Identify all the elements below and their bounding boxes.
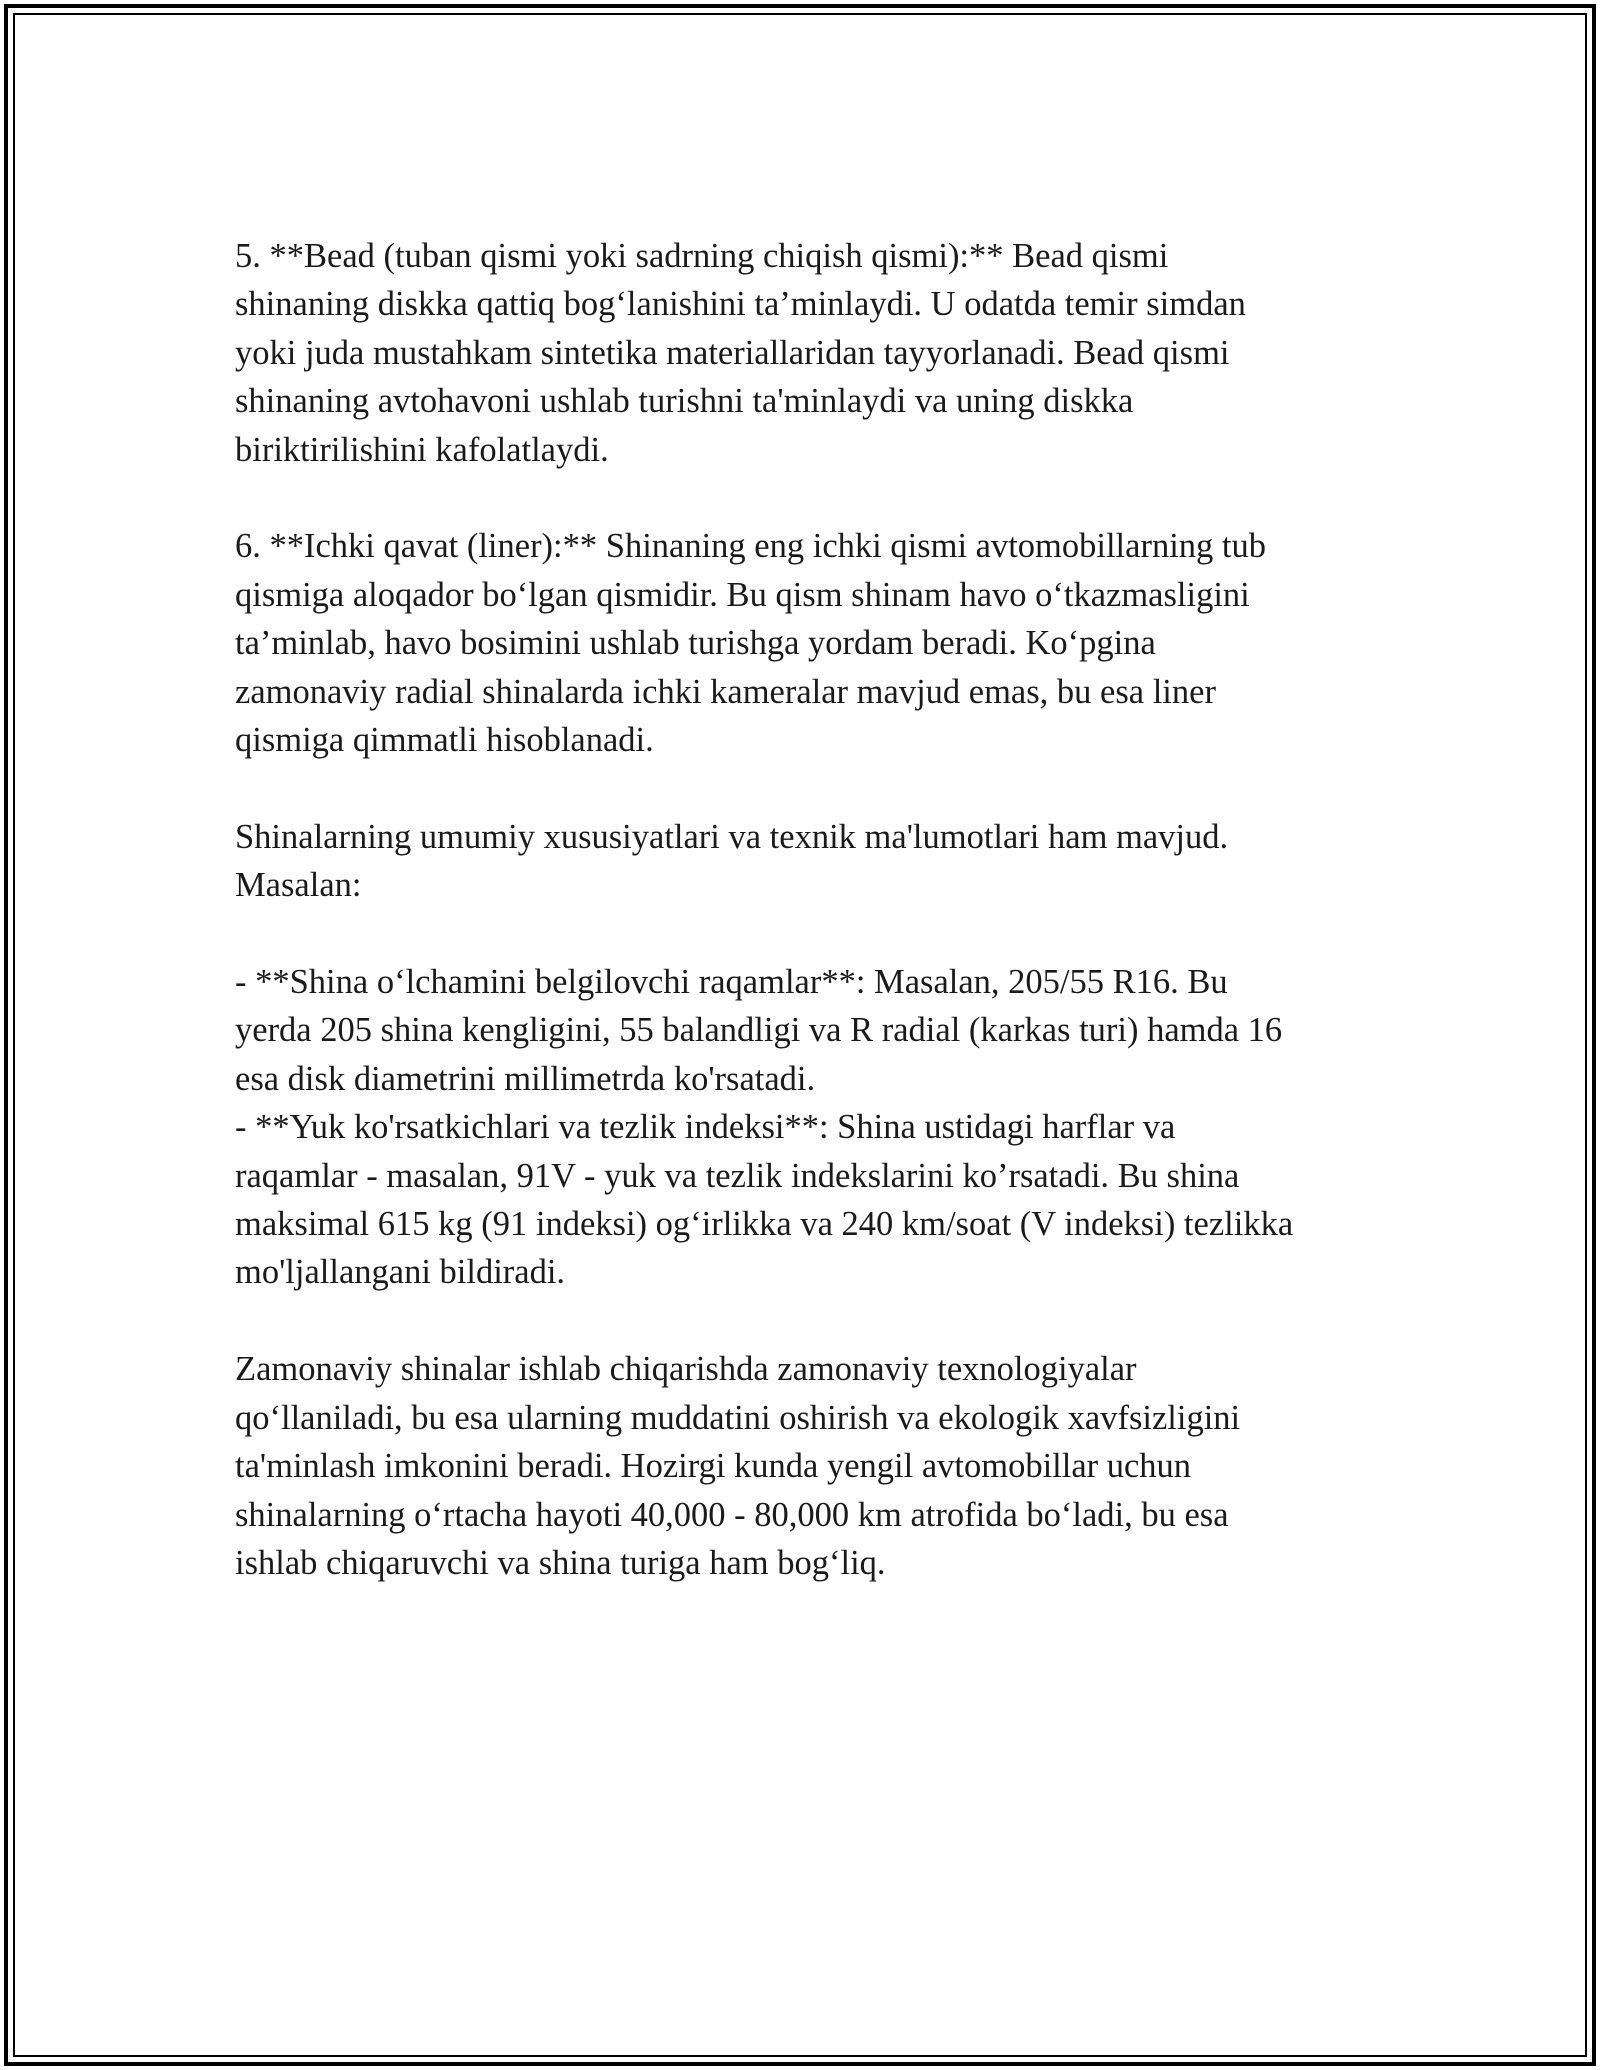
text-line: qismiga qimmatli hisoblanadi. — [235, 721, 654, 760]
text-line: qismiga aloqador bo‘lgan qismidir. Bu qism shinam havo o‘tkazmasligini — [235, 575, 1250, 614]
text-line: 6. **Ichki qavat (liner):** Shinaning eng ichki qismi avtomobillarning tub — [235, 527, 1266, 566]
text-line: yerda 205 shina kengligini, 55 balandligi va R radial (karkas turi) hamda 16 — [235, 1011, 1283, 1050]
text-line: ta’minlab, havo bosimini ushlab turishga yordam beradi. Ko‘pgina — [235, 624, 1156, 663]
text-line: biriktirilishini kafolatlaydi. — [235, 430, 609, 469]
text-line: Zamonaviy shinalar ishlab chiqarishda zamonaviy texnologiyalar — [235, 1350, 1137, 1389]
text-line: - **Shina o‘lchamini belgilovchi raqamlar**: Masalan, 205/55 R16. Bu — [235, 963, 1228, 1002]
paragraph-spec-list — [235, 958, 1395, 1297]
document-body — [235, 232, 1395, 1636]
text-line: Masalan: — [235, 866, 362, 905]
text-line: shinalarning o‘rtacha hayoti 40,000 - 80,000 km atrofida bo‘ladi, bu esa — [235, 1495, 1229, 1534]
text-line: shinaning diskka qattiq bog‘lanishini ta’minlaydi. U odatda temir simdan — [235, 285, 1246, 324]
text-line: raqamlar - masalan, 91V - yuk va tezlik indekslarini ko’rsatadi. Bu shina — [235, 1156, 1240, 1195]
text-line: esa disk diametrini millimetrda ko'rsatadi. — [235, 1059, 816, 1098]
text-line: zamonaviy radial shinalarda ichki kameralar mavjud emas, bu esa liner — [235, 672, 1216, 711]
text-line: ta'minlash imkonini beradi. Hozirgi kunda yengil avtomobillar uchun — [235, 1447, 1192, 1486]
paragraph-bead — [235, 232, 1395, 474]
text-line: mo'ljallangani bildiradi. — [235, 1253, 566, 1292]
text-line: qo‘llaniladi, bu esa ularning muddatini oshirish va ekologik xavfsizligini — [235, 1398, 1241, 1437]
paragraph-specs-intro — [235, 813, 1395, 910]
text-line: ishlab chiqaruvchi va shina turiga ham bog‘liq. — [235, 1543, 886, 1582]
text-line: shinaning avtohavoni ushlab turishni ta'minlaydi va uning diskka — [235, 382, 1134, 421]
text-line: maksimal 615 kg (91 indeksi) og‘irlikka va 240 km/soat (V indeksi) tezlikka — [235, 1205, 1294, 1244]
text-line: yoki juda mustahkam sintetika materiallaridan tayyorlanadi. Bead qismi — [235, 333, 1230, 372]
paragraph-liner — [235, 522, 1395, 764]
text-line: 5. **Bead (tuban qismi yoki sadrning chiqish qismi):** Bead qismi — [235, 237, 1169, 275]
text-line: - **Yuk ko'rsatkichlari va tezlik indeksi**: Shina ustidagi harflar va — [235, 1108, 1176, 1147]
text-line: Shinalarning umumiy xususiyatlari va texnik ma'lumotlari ham mavjud. — [235, 817, 1229, 856]
paragraph-modern-tires — [235, 1345, 1395, 1587]
